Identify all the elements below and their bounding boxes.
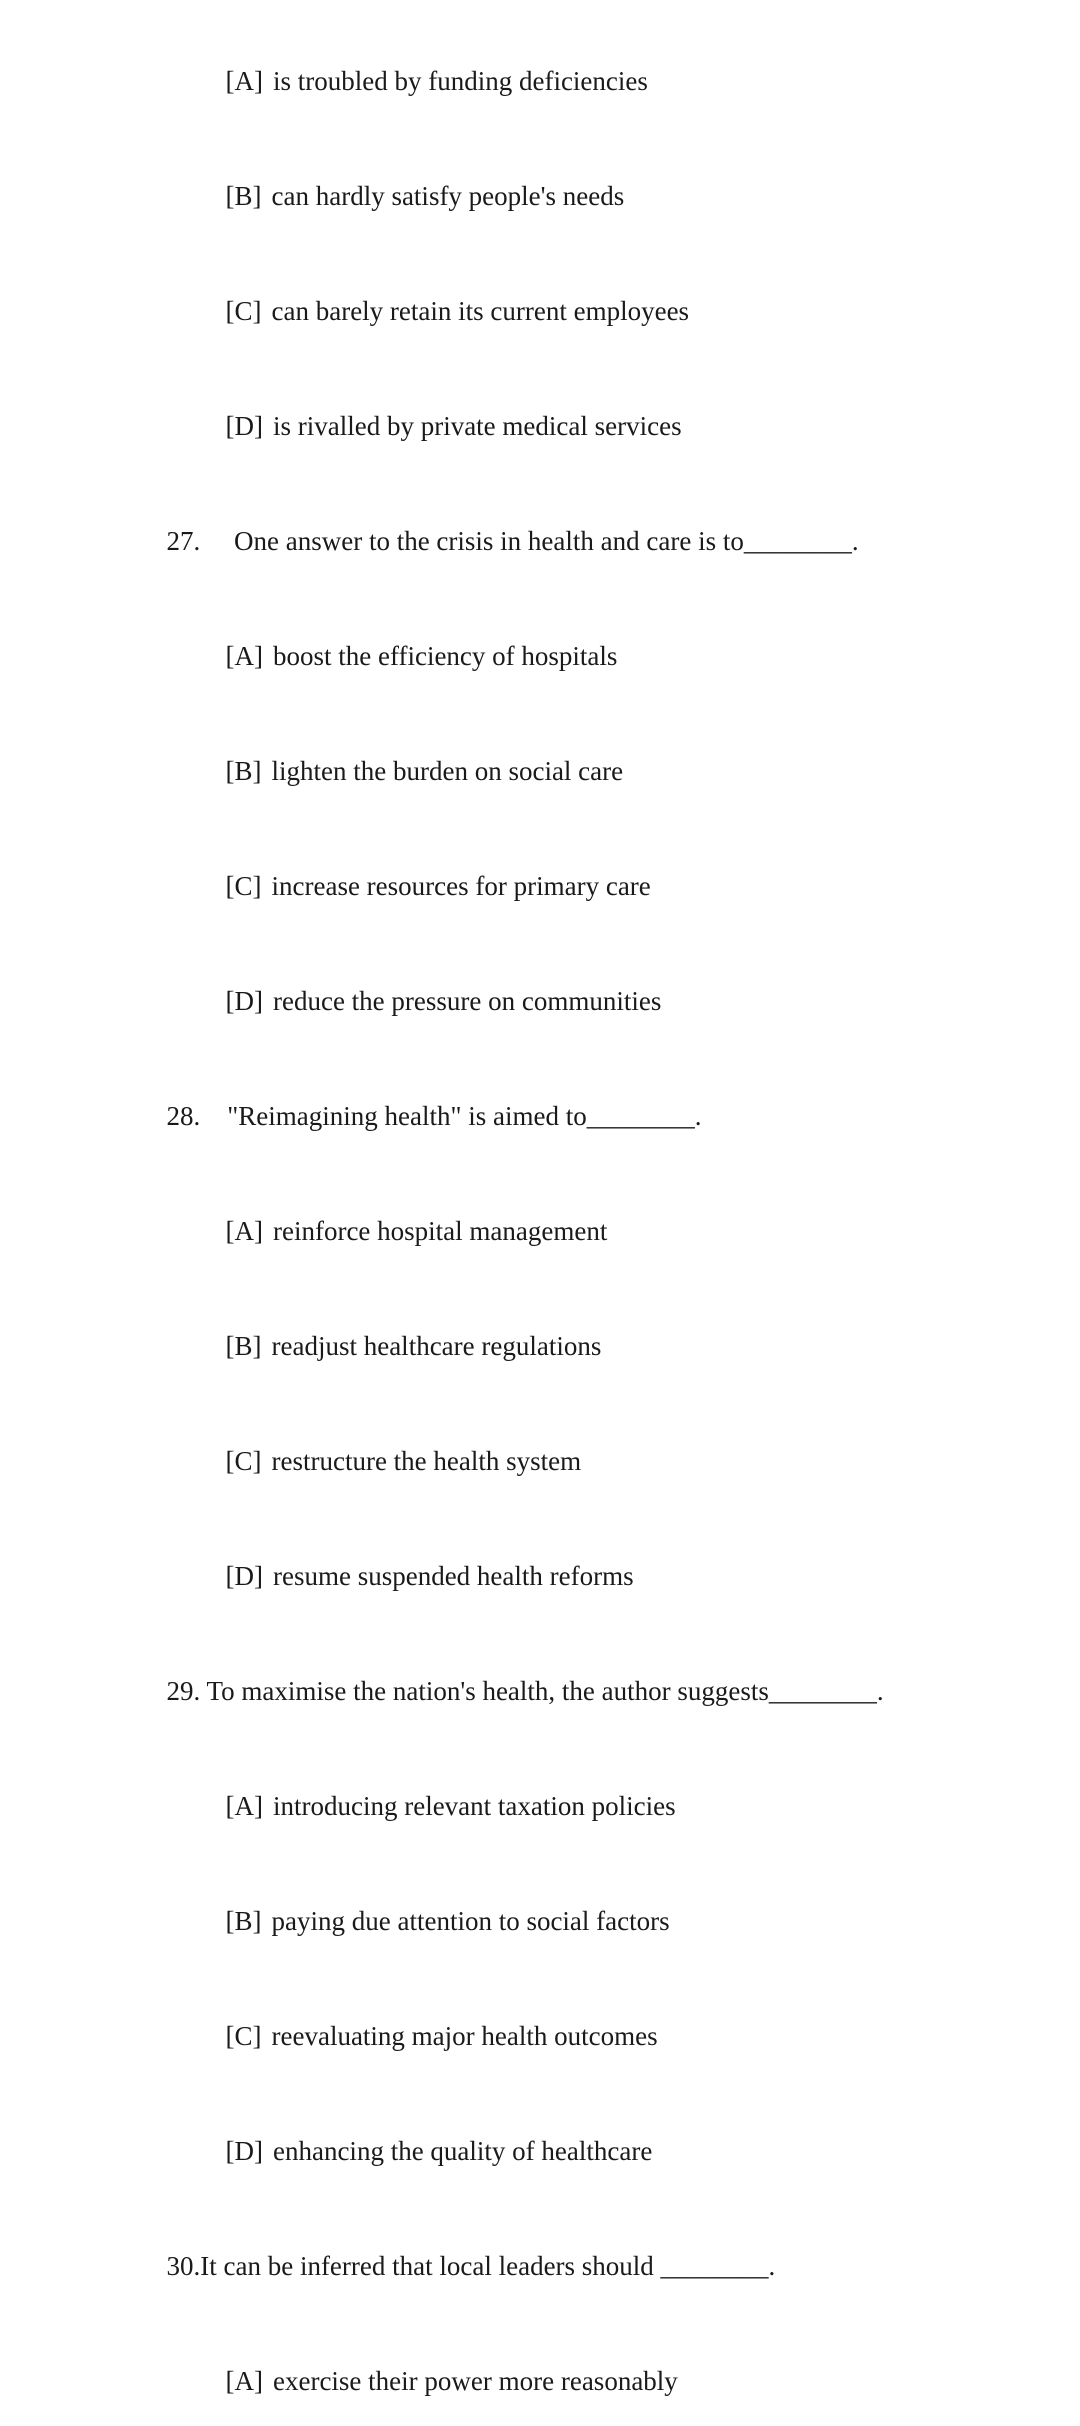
question-stem <box>0 1071 1080 1161</box>
option-label: [B] <box>225 181 262 211</box>
option-text: reinforce hospital management <box>272 1216 608 1246</box>
question-separator <box>200 1101 227 1131</box>
option-text: readjust healthcare regulations <box>271 1331 602 1361</box>
option-line <box>0 36 1080 126</box>
option-text: introducing relevant taxation policies <box>272 1791 676 1821</box>
option-text: is rivalled by private medical services <box>272 411 682 441</box>
option-line <box>0 2336 1080 2426</box>
option-label: [D] <box>225 2136 263 2166</box>
question-number: 27. <box>166 526 201 556</box>
question-stem <box>0 1646 1080 1736</box>
question-separator <box>200 526 234 556</box>
option-label: [D] <box>225 411 263 441</box>
option-text: paying due attention to social factors <box>271 1906 670 1936</box>
question-stem-text: It can be inferred that local leaders should ________. <box>200 2251 776 2281</box>
question-block-28 <box>0 1071 1080 1621</box>
option-text: can barely retain its current employees <box>271 296 690 326</box>
option-line <box>0 1186 1080 1276</box>
option-label: [C] <box>225 871 262 901</box>
option-label: [C] <box>225 1446 262 1476</box>
option-label: [C] <box>225 296 262 326</box>
option-line <box>0 1301 1080 1391</box>
option-text: is troubled by funding deficiencies <box>272 66 648 96</box>
option-text: increase resources for primary care <box>271 871 651 901</box>
question-number: 30. <box>166 2251 201 2281</box>
question-number: 28. <box>166 1101 201 1131</box>
option-line <box>0 611 1080 701</box>
option-text: exercise their power more reasonably <box>272 2366 678 2396</box>
option-label: [A] <box>225 641 263 671</box>
option-text: enhancing the quality of healthcare <box>272 2136 653 2166</box>
question-block-29 <box>0 1646 1080 2196</box>
option-line <box>0 726 1080 816</box>
option-line <box>0 1991 1080 2081</box>
question-stem-text: To maximise the nation's health, the author suggests________. <box>206 1676 884 1706</box>
option-line <box>0 1876 1080 1966</box>
option-text: reduce the pressure on communities <box>272 986 662 1016</box>
question-block-27 <box>0 496 1080 1046</box>
question-stem-text: "Reimagining health" is aimed to________. <box>227 1101 702 1131</box>
option-label: [D] <box>225 1561 263 1591</box>
option-label: [A] <box>225 2366 263 2396</box>
option-line <box>0 266 1080 356</box>
option-label: [A] <box>225 1791 263 1821</box>
option-text: lighten the burden on social care <box>271 756 624 786</box>
question-block-26-options <box>0 36 1080 471</box>
option-label: [B] <box>225 1331 262 1361</box>
option-text: resume suspended health reforms <box>272 1561 634 1591</box>
question-stem <box>0 496 1080 586</box>
question-block-30 <box>0 2221 1080 2426</box>
option-label: [C] <box>225 2021 262 2051</box>
option-line <box>0 956 1080 1046</box>
question-stem <box>0 2221 1080 2311</box>
option-label: [B] <box>225 1906 262 1936</box>
option-line <box>0 381 1080 471</box>
option-line <box>0 2106 1080 2196</box>
option-label: [A] <box>225 66 263 96</box>
option-text: restructure the health system <box>271 1446 582 1476</box>
option-label: [A] <box>225 1216 263 1246</box>
option-text: boost the efficiency of hospitals <box>272 641 618 671</box>
question-number: 29. <box>166 1676 201 1706</box>
option-line <box>0 151 1080 241</box>
option-line <box>0 1416 1080 1506</box>
option-line <box>0 1761 1080 1851</box>
option-label: [D] <box>225 986 263 1016</box>
option-line <box>0 841 1080 931</box>
option-text: can hardly satisfy people's needs <box>271 181 625 211</box>
option-text: reevaluating major health outcomes <box>271 2021 658 2051</box>
option-label: [B] <box>225 756 262 786</box>
question-stem-text: One answer to the crisis in health and care is to________. <box>234 526 859 556</box>
option-line <box>0 1531 1080 1621</box>
